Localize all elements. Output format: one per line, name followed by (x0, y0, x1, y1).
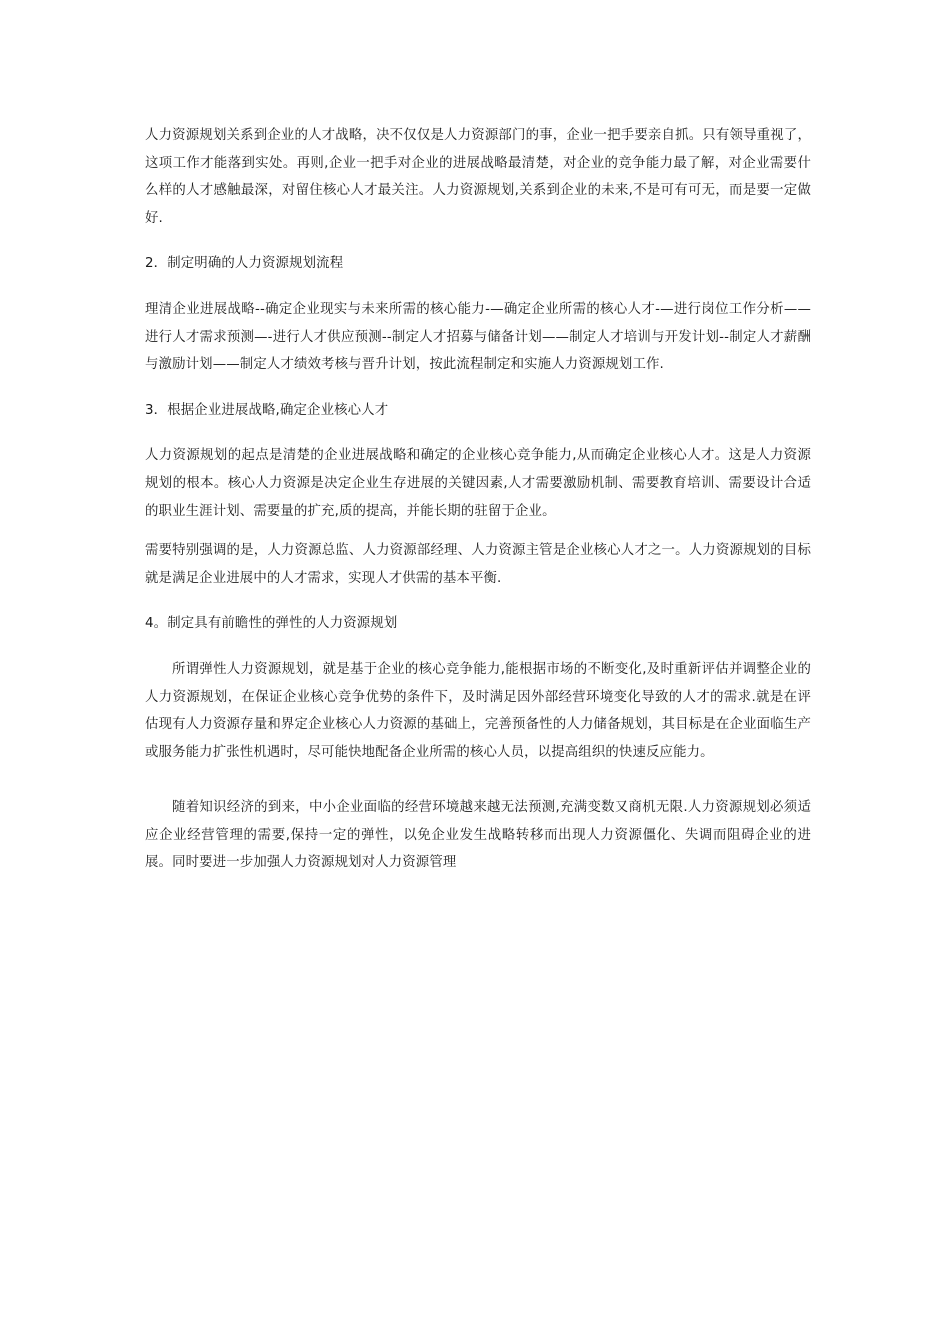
document-body (145, 122, 811, 877)
section-heading-4: 4。制定具有前瞻性的弹性的人力资源规划 (145, 616, 398, 632)
paragraph-leadership: 人力资源规划关系到企业的人才战略，决不仅仅是人力资源部门的事，企业一把手要亲自抓。只有领导重视了，这项工作才能落到实处。再则,企业一把手对企业的进展战略最清楚，对企业的竞争能力最了解，对企业需要什么样的人才感触最深，对留住核心人才最关注。人力资源规划,关系到企业的未来,不是可有可无，而是要一定做好. (145, 128, 811, 226)
section-heading-3: 3．根据企业进展战略,确定企业核心人才 (145, 402, 389, 418)
section-heading-2: 2．制定明确的人力资源规划流程 (145, 256, 344, 272)
paragraph-flexible-planning: 所谓弹性人力资源规划，就是基于企业的核心竞争能力,能根据市场的不断变化,及时重新评估并调整企业的人力资源规划，在保证企业核心竞争优势的条件下，及时满足因外部经营环境变化导致的人才的需求.就是在评估现有人力资源存量和界定企业核心人力资源的基础上，完善预备性的人力储备规划，其目标是在企业面临生产或服务能力扩张性机遇时，尽可能快地配备企业所需的核心人员，以提高组织的快速反应能力。 (145, 661, 811, 760)
paragraph-hr-emphasis: 需要特别强调的是，人力资源总监、人力资源部经理、人力资源主管是企业核心人才之一。人力资源规划的目标就是满足企业进展中的人才需求，实现人才供需的基本平衡. (145, 543, 811, 586)
paragraph-core-talent: 人力资源规划的起点是清楚的企业进展战略和确定的企业核心竞争能力,从而确定企业核心人才。这是人力资源规划的根本。核心人力资源是决定企业生存进展的关键因素,人才需要激励机制、需要教育培训、需要设计合适的职业生涯计划、需要量的扩充,质的提高，并能长期的驻留于企业。 (145, 448, 811, 519)
paragraph-knowledge-economy: 随着知识经济的到来，中小企业面临的经营环境越来越无法预测,充满变数又商机无限.人力资源规划必须适应企业经营管理的需要,保持一定的弹性，以免企业发生战略转移而出现人力资源僵化、失调而阻碍企业的进展。同时要进一步加强人力资源规划对人力资源管理 (145, 800, 811, 871)
paragraph-process: 理清企业进展战略--确定企业现实与未来所需的核心能力-—确定企业所需的核心人才-—进行岗位工作分析——进行人才需求预测—-进行人才供应预测--制定人才招募与储备计划——制定人才培训与开发计划--制定人才薪酬与激励计划——制定人才绩效考核与晋升计划，按此流程制定和实施人力资源规划工作. (145, 301, 811, 373)
